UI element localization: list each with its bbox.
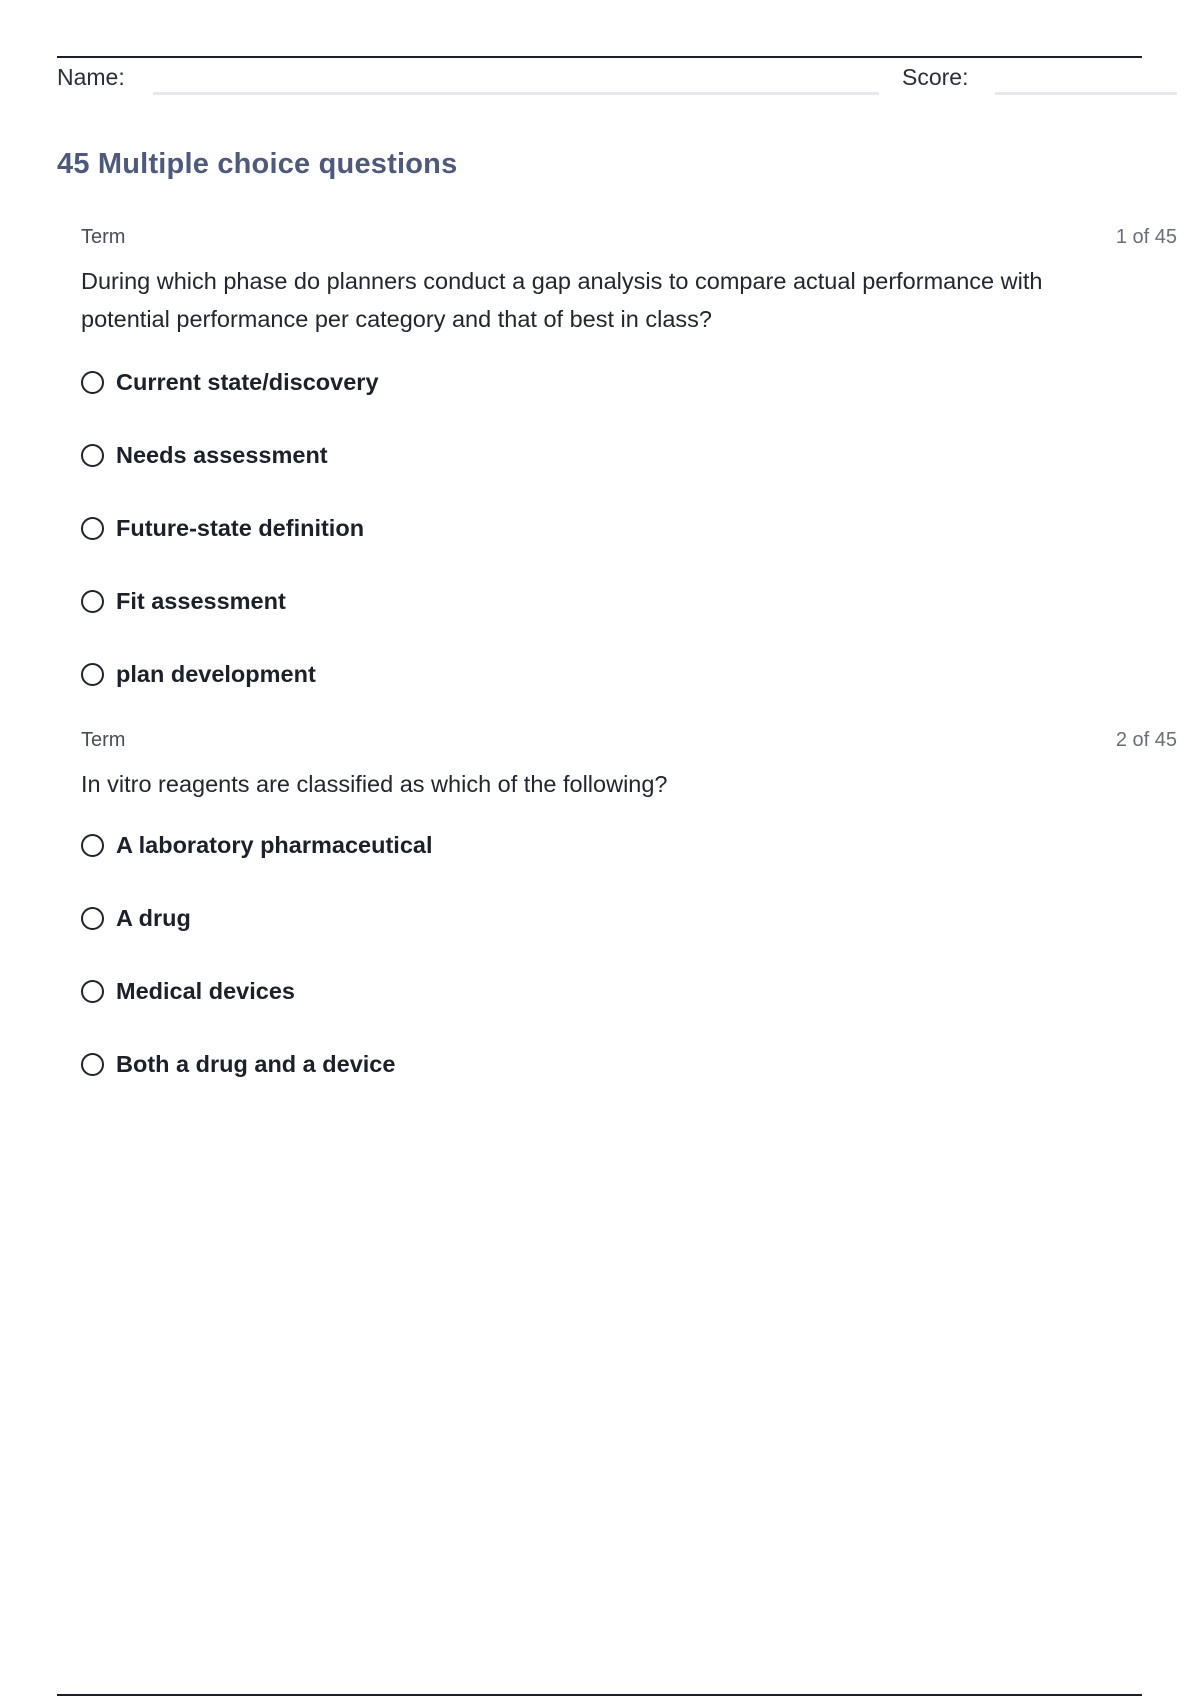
- radio-circle-icon[interactable]: [81, 1053, 104, 1076]
- radio-circle-icon[interactable]: [81, 517, 104, 540]
- answer-option[interactable]: [81, 1048, 395, 1080]
- name-input-line[interactable]: [153, 92, 879, 95]
- radio-circle-icon[interactable]: [81, 590, 104, 613]
- answer-option-label: Future-state definition: [116, 514, 365, 541]
- radio-circle-icon[interactable]: [81, 371, 104, 394]
- answer-option-label: Both a drug and a device: [116, 1050, 396, 1077]
- answer-option[interactable]: [81, 366, 379, 398]
- answer-option-label: A laboratory pharmaceutical: [116, 831, 433, 858]
- answer-option[interactable]: [81, 902, 191, 934]
- question-text: In vitro reagents are classified as which of the following?: [81, 771, 668, 797]
- question-term-label: Term: [81, 226, 126, 248]
- radio-circle-icon[interactable]: [81, 834, 104, 857]
- radio-circle-icon[interactable]: [81, 980, 104, 1003]
- answer-option[interactable]: [81, 975, 295, 1007]
- radio-circle-icon[interactable]: [81, 663, 104, 686]
- answer-option-label: Medical devices: [116, 977, 295, 1004]
- answer-option-label: Fit assessment: [116, 587, 286, 614]
- question-term-label: Term: [81, 729, 126, 751]
- answer-option-label: A drug: [116, 904, 191, 931]
- name-label: Name:: [57, 64, 125, 90]
- answer-option[interactable]: [81, 585, 286, 617]
- answer-option-label: Current state/discovery: [116, 368, 379, 395]
- answer-option[interactable]: [81, 512, 364, 544]
- answer-option-label: Needs assessment: [116, 441, 328, 468]
- section-title: 45 Multiple choice questions: [57, 148, 458, 180]
- answer-option[interactable]: [81, 658, 316, 690]
- answer-option-label: plan development: [116, 660, 316, 687]
- question-text: During which phase do planners conduct a gap analysis to compare actual performance with potential performance per category and that of best in class?: [81, 268, 1043, 332]
- top-divider: [57, 56, 1142, 58]
- question-counter: 1 of 45: [1115, 226, 1177, 248]
- header-row: [57, 62, 1177, 98]
- bottom-divider: [57, 1694, 1142, 1696]
- question-counter: 2 of 45: [1115, 729, 1177, 751]
- radio-circle-icon[interactable]: [81, 444, 104, 467]
- score-label: Score:: [902, 64, 969, 90]
- radio-circle-icon[interactable]: [81, 907, 104, 930]
- answer-option[interactable]: [81, 829, 432, 861]
- answer-option[interactable]: [81, 439, 328, 471]
- score-input-line[interactable]: [995, 92, 1177, 95]
